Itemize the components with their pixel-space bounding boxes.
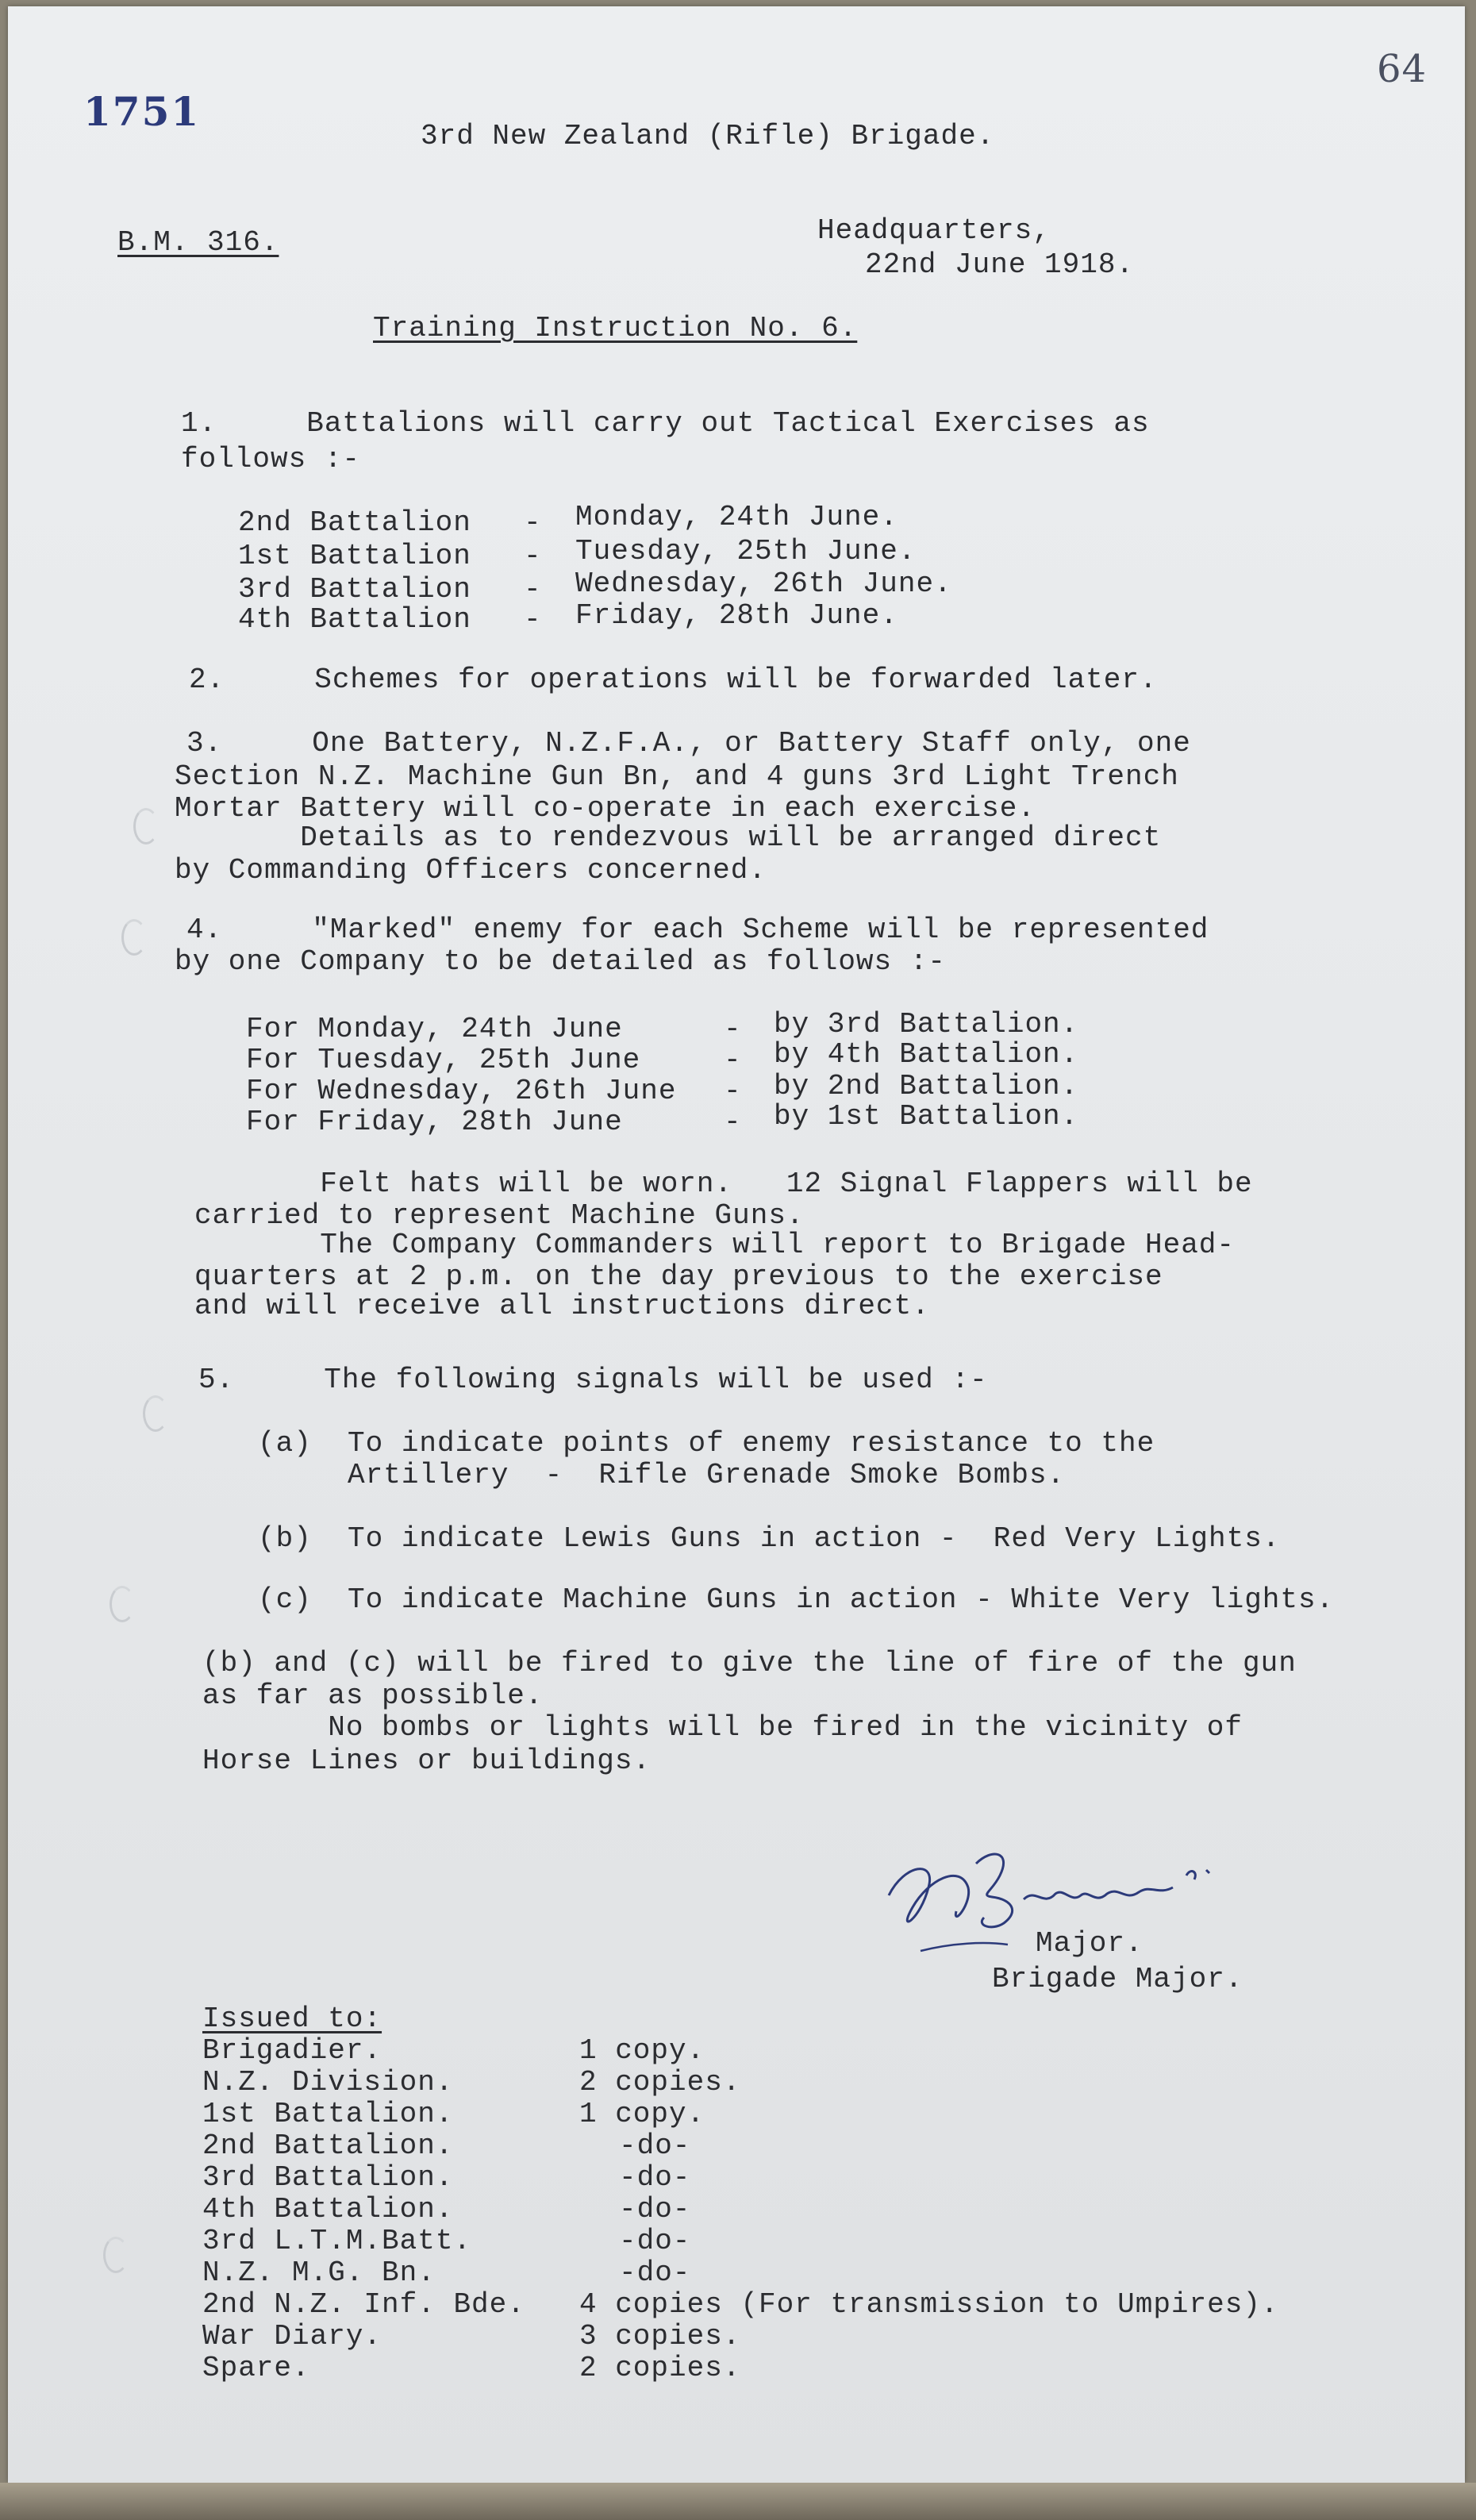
enemy-by: by 2nd Battalion. (774, 1070, 1079, 1102)
enemy-day: For Tuesday, 25th June (246, 1044, 641, 1076)
distribution-recipient: 2nd Battalion. (202, 2129, 454, 2162)
para-5b-line-3: No bombs or lights will be fired in the vicinity of (202, 1711, 1243, 1744)
enemy-dash: - (724, 1013, 742, 1045)
enemy-by: by 4th Battalion. (774, 1038, 1079, 1071)
para-3-line-5: by Commanding Officers concerned. (175, 854, 767, 887)
enemy-day: For Friday, 28th June (246, 1106, 623, 1138)
schedule-battalion: 3rd Battalion (238, 573, 471, 606)
para-5b-line-1: (b) and (c) will be fired to give the line of fire of the gun (202, 1647, 1297, 1679)
reference-number: B.M. 316. (117, 226, 279, 259)
enemy-by: by 1st Battalion. (774, 1100, 1079, 1133)
distribution-copies: -do- (619, 2129, 691, 2162)
punch-hole-mark (110, 1586, 135, 1622)
para-1-line-1: 1. Battalions will carry out Tactical Exercises as (181, 407, 1150, 440)
para-4b-line-4: quarters at 2 p.m. on the day previous to the exercise (194, 1260, 1163, 1293)
enemy-by: by 3rd Battalion. (774, 1008, 1079, 1041)
para-4b-line-5: and will receive all instructions direct. (194, 1290, 930, 1322)
distribution-recipient: 1st Battalion. (202, 2098, 454, 2130)
para-5: 5. The following signals will be used :- (198, 1364, 988, 1396)
distribution-recipient: War Diary. (202, 2320, 382, 2353)
signal-a-line-2: Artillery - Rifle Grenade Smoke Bombs. (258, 1459, 1066, 1491)
enemy-day: For Wednesday, 26th June (246, 1075, 677, 1107)
document-title: Training Instruction No. 6. (373, 312, 858, 344)
para-5b-line-2: as far as possible. (202, 1679, 544, 1712)
schedule-battalion: 1st Battalion (238, 540, 471, 572)
para-4b-line-3: The Company Commanders will report to Brigade Head- (194, 1229, 1236, 1261)
schedule-day: Wednesday, 26th June. (575, 567, 952, 600)
schedule-day: Friday, 28th June. (575, 599, 898, 632)
distribution-copies: 1 copy. (579, 2098, 705, 2130)
para-3-line-1: 3. One Battery, N.Z.F.A., or Battery Staff only, one (186, 727, 1191, 760)
schedule-day: Monday, 24th June. (575, 501, 898, 533)
distribution-copies: -do- (619, 2193, 691, 2226)
para-3-line-2: Section N.Z. Machine Gun Bn, and 4 guns 3rd Light Trench (175, 760, 1179, 793)
brigade-heading: 3rd New Zealand (Rifle) Brigade. (421, 120, 995, 152)
page-number: 64 (1377, 47, 1428, 91)
para-3-line-4: Details as to rendezvous will be arranged direct (175, 821, 1162, 854)
punch-hole-mark (103, 2237, 129, 2273)
distribution-copies: 3 copies. (579, 2320, 741, 2353)
schedule-battalion: 4th Battalion (238, 603, 471, 636)
signal-b: (b) To indicate Lewis Guns in action - Red Very Lights. (258, 1522, 1281, 1555)
distribution-recipient: Spare. (202, 2352, 310, 2384)
distribution-copies: -do- (619, 2225, 691, 2257)
para-4b-line-1: Felt hats will be worn. 12 Signal Flappers will be (194, 1168, 1253, 1200)
distribution-copies: -do- (619, 2256, 691, 2289)
punch-hole-mark (121, 919, 147, 956)
distribution-recipient: 4th Battalion. (202, 2193, 454, 2226)
schedule-day: Tuesday, 25th June. (575, 535, 917, 567)
signal-a-line-1: (a) To indicate points of enemy resistance to the (258, 1427, 1155, 1460)
hq-line-1: Headquarters, (817, 214, 1051, 247)
para-5b-line-4: Horse Lines or buildings. (202, 1745, 652, 1777)
distribution-recipient: N.Z. Division. (202, 2066, 454, 2099)
distribution-recipient: 3rd L.T.M.Batt. (202, 2225, 472, 2257)
hq-date: 22nd June 1918. (865, 248, 1135, 281)
para-3-line-3: Mortar Battery will co-operate in each exercise. (175, 792, 1036, 825)
issued-to-heading: Issued to: (202, 2003, 382, 2035)
distribution-recipient: 2nd N.Z. Inf. Bde. (202, 2288, 525, 2321)
enemy-day: For Monday, 24th June (246, 1013, 623, 1045)
distribution-recipient: N.Z. M.G. Bn. (202, 2256, 436, 2289)
distribution-copies: -do- (619, 2161, 691, 2194)
para-4b-line-2: carried to represent Machine Guns. (194, 1199, 805, 1232)
para-1-line-2: follows :- (181, 443, 361, 475)
signature-rank: Major. (1036, 1927, 1144, 1960)
para-4-line-1: 4. "Marked" enemy for each Scheme will be represented (186, 914, 1209, 946)
enemy-dash: - (724, 1044, 742, 1076)
distribution-copies: 2 copies. (579, 2352, 741, 2384)
punch-hole-mark (143, 1395, 168, 1432)
document-page (8, 6, 1465, 2483)
distribution-recipient: Brigadier. (202, 2034, 382, 2067)
enemy-dash: - (724, 1106, 742, 1138)
signal-c: (c) To indicate Machine Guns in action - White Very lights. (258, 1583, 1335, 1616)
signature-title: Brigade Major. (992, 1963, 1243, 1995)
paper-bottom-edge (0, 2483, 1476, 2520)
punch-hole-mark (133, 808, 159, 844)
schedule-dash: - (524, 506, 542, 539)
distribution-copies: 1 copy. (579, 2034, 705, 2067)
schedule-dash: - (524, 573, 542, 606)
distribution-recipient: 3rd Battalion. (202, 2161, 454, 2194)
enemy-dash: - (724, 1075, 742, 1107)
schedule-dash: - (524, 540, 542, 572)
para-2: 2. Schemes for operations will be forwarded later. (189, 664, 1158, 696)
para-4-line-2: by one Company to be detailed as follows :- (175, 945, 946, 978)
schedule-battalion: 2nd Battalion (238, 506, 471, 539)
distribution-copies: 4 copies (For transmission to Umpires). (579, 2288, 1279, 2321)
schedule-dash: - (524, 603, 542, 636)
distribution-copies: 2 copies. (579, 2066, 741, 2099)
file-number: 1751 (83, 88, 201, 135)
